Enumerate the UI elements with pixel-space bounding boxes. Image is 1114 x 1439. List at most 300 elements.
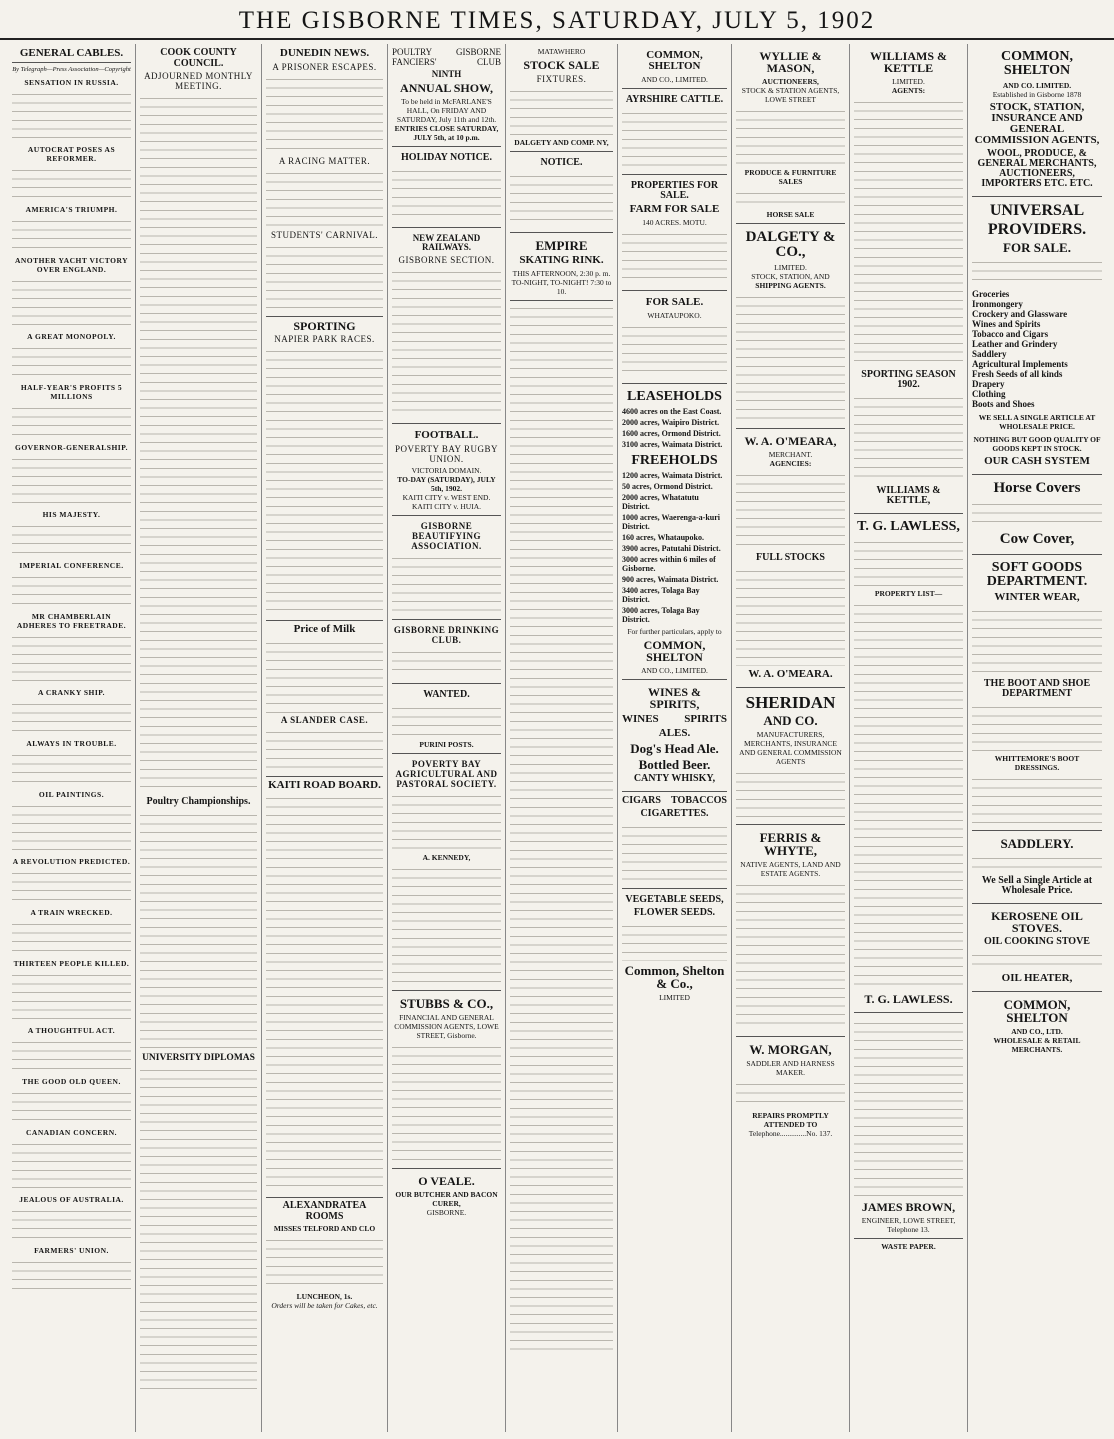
cable-headline: ANOTHER YACHT VICTORY OVER ENGLAND. <box>14 255 129 274</box>
freehold-item: 3900 acres, Patutahi District. <box>622 544 721 553</box>
spirits-word: SPIRITS <box>684 713 727 725</box>
notice-text <box>736 106 845 166</box>
morgan-telephone: Telephone..............No. 137. <box>748 1129 833 1138</box>
stubbs-head: STUBBS & CO., <box>399 996 494 1011</box>
cable-text <box>12 750 131 786</box>
ales-word: ALES. <box>658 727 691 739</box>
matawhero: MATAWHERO <box>537 47 586 56</box>
for-sale-head: FOR SALE. <box>645 296 704 308</box>
timetable <box>392 267 501 417</box>
property-list: PROPERTY LIST— <box>874 589 943 598</box>
freehold-item: 1000 acres, Waerenga-a-kuri District. <box>622 513 720 531</box>
stock-sale-ad <box>510 44 613 152</box>
poultry-word: POULTRY <box>392 47 433 57</box>
wines-ad <box>622 680 727 792</box>
luncheon-price: LUNCHEON, 1s. <box>296 1292 353 1302</box>
article-text <box>140 810 257 1050</box>
freehold-item: 160 acres, Whataupoko. <box>622 533 704 542</box>
sporting-sub: NAPIER PARK RACES. <box>274 334 375 345</box>
football-date: TO-DAY (SATURDAY), JULY 5th, 1902. <box>397 475 496 493</box>
cable-text <box>12 1206 131 1242</box>
holiday-head: HOLIDAY NOTICE. <box>401 152 492 163</box>
dalgety-ad <box>736 224 845 429</box>
cable-headline: A CRANKY SHIP. <box>37 687 106 697</box>
columns <box>8 44 1106 1432</box>
cable-headline: THIRTEEN PEOPLE KILLED. <box>13 958 130 968</box>
skating-rink: SKATING RINK. <box>519 254 604 266</box>
article-text <box>140 1065 257 1395</box>
sheridan-ad <box>736 688 845 825</box>
cable-headline: A GREAT MONOPOLY. <box>27 331 116 341</box>
morgan-head: W. MORGAN, <box>749 1042 832 1057</box>
poultry-championships-head: Poultry Championships. <box>146 796 251 807</box>
leasehold-item: 2000 acres, Waipiro District. <box>622 418 720 427</box>
cable-headline: HALF-YEAR'S PROFITS 5 MILLIONS <box>20 382 123 401</box>
common-shelton-foot: COMMON, SHELTON <box>1003 997 1071 1025</box>
notice-text <box>736 470 845 550</box>
general-cables-title: GENERAL CABLES. <box>12 48 131 63</box>
notice-text <box>972 257 1102 287</box>
notice-text <box>622 822 727 882</box>
article-text <box>266 74 383 154</box>
purini-posts: PURINI POSTS. <box>419 740 474 749</box>
dunedin-head-2: A RACING MATTER. <box>278 155 371 166</box>
waste-paper: WASTE PAPER. <box>881 1242 936 1251</box>
cable-headline: CANADIAN CONCERN. <box>26 1127 117 1137</box>
goods-item: Clothing <box>972 389 1006 399</box>
cable-headline: A THOUGHTFUL ACT. <box>27 1025 116 1035</box>
dalgety-limited: LIMITED. <box>774 263 807 272</box>
goods-list <box>972 289 1102 409</box>
brown-sub: ENGINEER, LOWE STREET, Telephone 13. <box>861 1216 956 1234</box>
holiday-notice <box>392 147 501 228</box>
saddlery: SADDLERY. <box>1000 836 1074 851</box>
cable-headline: A TRAIN WRECKED. <box>30 907 113 917</box>
leaseholds-head: LEASEHOLDS <box>627 389 722 404</box>
goods-item: Tobacco and Cigars <box>972 329 1049 339</box>
football-sub: POVERTY BAY RUGBY UNION. <box>395 444 498 464</box>
notice-text <box>972 702 1102 752</box>
wanted-notice <box>392 684 501 754</box>
railways-head: NEW ZEALAND RAILWAYS. <box>412 233 481 252</box>
goods-item: Saddlery <box>972 349 1007 359</box>
omeara-head: W. A. O'MEARA, <box>744 434 837 448</box>
cable-headline: GOVERNOR-GENERALSHIP. <box>15 442 128 452</box>
goods-item: Wines and Spirits <box>972 319 1041 329</box>
properties-head: PROPERTIES FOR SALE. <box>630 180 719 201</box>
ferris-sub: NATIVE AGENTS, LAND AND ESTATE AGENTS. <box>740 860 841 878</box>
tobaccos-word: TOBACCOS <box>671 795 727 806</box>
soft-goods-ad <box>972 555 1102 831</box>
cigars-ad <box>622 792 727 889</box>
goods-item: Groceries <box>972 289 1010 299</box>
freehold-item: 3000 acres within 6 miles of Gisborne. <box>622 555 716 573</box>
cigars-word: CIGARS <box>622 795 661 806</box>
notice-text <box>736 292 845 422</box>
lawless-head: T. G. LAWLESS, <box>857 519 960 534</box>
show-ninth: NINTH <box>431 69 462 79</box>
tea-rooms-ad: MISSES TELFORD AND CLO <box>273 1224 376 1234</box>
sporting-season: SPORTING SEASON 1902. <box>861 369 956 390</box>
notice-text <box>972 950 1102 970</box>
column-stock-sales <box>506 44 618 1432</box>
agricultural-head: POVERTY BAY AGRICULTURAL AND PASTORAL SOCIETY. <box>395 759 498 789</box>
ayrshire-ad <box>622 89 727 175</box>
notice-text <box>736 768 845 818</box>
brown-head: JAMES BROWN, <box>861 1200 956 1214</box>
canty-whisky: CANTY WHISKY, <box>633 773 716 784</box>
lawless-ad <box>854 514 963 1013</box>
poultry-show-ad <box>392 44 501 147</box>
tea-rooms-head: ALEXANDRATEA ROOMS <box>266 1197 383 1222</box>
kennedy-name: A. KENNEDY, <box>422 853 471 862</box>
notice-text <box>622 229 727 284</box>
stock-insurance: STOCK, STATION, INSURANCE AND GENERAL COMMISSION AGENTS, <box>974 101 1100 146</box>
column-williams-kettle <box>850 44 968 1432</box>
article-text <box>266 638 383 713</box>
railways-notice <box>392 228 501 424</box>
cable-headline: HIS MAJESTY. <box>42 509 101 519</box>
common-shelton-ad <box>622 44 727 89</box>
freehold-item: 2000 acres, Whatatutu District. <box>622 493 699 511</box>
cable-headline: SENSATION IN RUSSIA. <box>24 77 119 87</box>
cook-county-sub: ADJOURNED MONTHLY MEETING. <box>144 71 253 91</box>
providers: PROVIDERS. <box>987 221 1087 238</box>
leasehold-item: 1600 acres, Ormond District. <box>622 429 721 438</box>
freehold-list <box>622 471 727 624</box>
notice-text <box>392 647 501 677</box>
common-shelton-main: COMMON, SHELTON <box>1001 49 1073 78</box>
cable-text <box>12 89 131 141</box>
vegetable-seeds: VEGETABLE SEEDS, <box>625 894 724 905</box>
notice-text <box>736 1079 845 1109</box>
column-dunedin <box>262 44 388 1432</box>
match-2: KAITI CITY v. HUIA. <box>411 502 481 511</box>
notice-text <box>622 322 727 377</box>
railways-sub: GISBORNE SECTION. <box>398 255 495 265</box>
cable-list <box>12 78 131 1293</box>
orders-note: Orders will be taken for Cakes, etc. <box>271 1301 378 1311</box>
omeara-agencies: AGENCIES: <box>769 459 812 468</box>
notice-text <box>392 791 501 851</box>
cow-cover: Cow Cover, <box>999 531 1075 547</box>
common-shelton: COMMON, SHELTON <box>646 49 703 72</box>
cook-county-title: COOK COUNTY COUNCIL. <box>160 47 237 69</box>
cable-headline: OIL PAINTINGS. <box>38 789 105 799</box>
article-text <box>266 346 383 616</box>
football-notice <box>392 424 501 516</box>
seeds-ad <box>622 889 727 1006</box>
notice-text <box>972 499 1102 529</box>
entries-close: ENTRIES CLOSE SATURDAY, JULY 5th, at 10 p.m. <box>394 124 499 142</box>
notice-text <box>622 921 727 961</box>
horse-covers-ad <box>972 475 1102 555</box>
masthead: THE GISBORNE TIMES, SATURDAY, JULY 5, 1902 <box>0 4 1114 40</box>
cable-text <box>12 919 131 955</box>
cable-headline: A REVOLUTION PREDICTED. <box>12 856 131 866</box>
classifieds <box>510 303 613 1353</box>
waste-paper-ad <box>854 1239 963 1255</box>
saddlery-ad <box>972 831 1102 904</box>
article-text <box>266 1235 383 1290</box>
article-text <box>266 168 383 228</box>
notice-text <box>972 774 1102 824</box>
goods-item: Boots and Shoes <box>972 399 1035 409</box>
boot-dressings: WHITTEMORE'S BOOT DRESSINGS. <box>994 754 1080 772</box>
fanciers-word: FANCIERS' <box>392 57 437 67</box>
universal: UNIVERSAL <box>989 202 1085 219</box>
this-afternoon: THIS AFTERNOON, 2:30 p. m. <box>512 269 611 278</box>
cable-text <box>12 572 131 608</box>
notice-head: NOTICE. <box>540 157 583 168</box>
beautifying-notice <box>392 516 501 620</box>
horse-sale: HORSE SALE <box>766 210 815 219</box>
goods-item: Drapery <box>972 379 1005 389</box>
notice-text <box>392 1042 501 1162</box>
for-sale-ad <box>622 291 727 384</box>
notice-text <box>392 553 501 613</box>
veale-town: GISBORNE. <box>426 1208 467 1217</box>
notice-text <box>510 171 613 226</box>
gisborne-word: GISBORNE <box>455 47 501 57</box>
football-venue: VICTORIA DOMAIN. <box>411 466 482 475</box>
cable-text <box>12 454 131 506</box>
sheridan-and-co: AND CO. <box>763 713 818 728</box>
article-text <box>266 727 383 772</box>
farm-acres: 140 ACRES. MOTU. <box>642 218 707 227</box>
brown-ad <box>854 1013 963 1239</box>
university-diplomas-head: UNIVERSITY DIPLOMAS <box>142 1052 255 1063</box>
properties-ad <box>622 175 727 291</box>
notice-text <box>854 97 963 367</box>
freehold-item: 50 acres, Ormond District. <box>622 482 713 491</box>
notice-text <box>854 537 963 587</box>
full-stocks: FULL STOCKS <box>755 552 825 563</box>
whataupoko: WHATAUPOKO. <box>647 311 702 320</box>
common-shelton-main-ad <box>972 44 1102 197</box>
veale-ad <box>392 1169 501 1221</box>
cable-text <box>12 868 131 904</box>
wool-merchants: WOOL, PRODUCE, & GENERAL MERCHANTS, AUCTIONEERS, IMPORTERS ETC. ETC. <box>977 148 1097 189</box>
column-cook-county <box>136 44 262 1432</box>
cable-text <box>12 801 131 853</box>
cable-headline: THE GOOD OLD QUEEN. <box>22 1076 121 1086</box>
limited-3: LIMITED <box>659 993 690 1002</box>
single-article: WE SELL A SINGLE ARTICLE AT WHOLESALE PRICE. <box>978 413 1096 431</box>
common-shelton-3: Common, Shelton & Co., <box>624 963 725 991</box>
boot-shoe: THE BOOT AND SHOE DEPARTMENT <box>983 678 1091 699</box>
cable-headline: ALWAYS IN TROUBLE. <box>26 738 117 748</box>
notice-text <box>854 600 963 990</box>
notice-text <box>972 853 1102 873</box>
dunedin-head-3: STUDENTS' CARNIVAL. <box>271 229 378 240</box>
freehold-item: 900 acres, Waimata District. <box>622 575 719 584</box>
cable-text <box>12 1088 131 1124</box>
repairs: REPAIRS PROMPTLY ATTENDED TO <box>752 1111 829 1129</box>
established: Established in Gisborne 1878 <box>992 90 1082 99</box>
notice-text <box>854 1018 963 1198</box>
article-text <box>266 793 383 1193</box>
leasehold-item: 4600 acres on the East Coast. <box>622 407 722 416</box>
omeara-sign: W. A. O'MEARA. <box>748 668 833 680</box>
wanted-head: WANTED. <box>423 689 470 700</box>
williams-ad <box>854 44 963 514</box>
wholesale-retail: WHOLESALE & RETAIL MERCHANTS. <box>993 1036 1081 1054</box>
drinking-notice <box>392 620 501 684</box>
common-shelton-main-sub: AND CO. LIMITED. <box>1002 81 1072 90</box>
williams-kettle: WILLIAMS & KETTLE <box>869 49 947 75</box>
horse-covers: Horse Covers <box>993 480 1081 496</box>
common-shelton-2-sub: AND CO., LIMITED. <box>641 666 708 675</box>
ayrshire-head: AYRSHIRE CATTLE. <box>625 94 724 105</box>
drinking-head: GISBORNE DRINKING CLUB. <box>393 625 500 645</box>
goods-item: Leather and Grindery <box>972 339 1058 349</box>
goods-item: Ironmongery <box>972 299 1023 309</box>
dunedin-title: DUNEDIN NEWS. <box>279 47 370 59</box>
agricultural-notice <box>392 754 501 991</box>
show-detail: To be held in McFARLANE'S HALL, On FRIDAY AND SATURDAY, July 11th and 12th. <box>396 97 497 124</box>
morgan-sub: SADDLER AND HARNESS MAKER. <box>746 1059 835 1077</box>
sheridan-sub: MANUFACTURERS, MERCHANTS, INSURANCE AND GENERAL COMMISSION AGENTS <box>739 730 842 766</box>
stubbs-ad <box>392 991 501 1169</box>
notice-text <box>736 880 845 1030</box>
leasehold-item: 3100 acres, Waimata District. <box>622 440 723 449</box>
cable-text <box>12 521 131 557</box>
nothing-but: NOTHING BUT GOOD QUALITY OF GOODS KEPT IN STOCK. <box>973 435 1101 453</box>
williams-agents: AGENTS: <box>891 86 926 95</box>
cable-text <box>12 632 131 684</box>
column-general-cables <box>8 44 136 1432</box>
single-article-2: We Sell a Single Article at Wholesale Price. <box>981 875 1093 896</box>
freehold-item: 1200 acres, Waimata District. <box>622 471 723 480</box>
notice-text <box>392 864 501 984</box>
freehold-item: 3000 acres, Tolaga Bay District. <box>622 606 700 624</box>
column-notices <box>388 44 506 1432</box>
winter-wear: WINTER WEAR, <box>994 591 1080 603</box>
bottled-beer: Bottled Beer. <box>638 757 711 772</box>
stubbs-sub: FINANCIAL AND GENERAL COMMISSION AGENTS, LOWE STREET, Gisborne. <box>394 1013 499 1040</box>
wines-spirits-head: WINES & SPIRITS, <box>647 685 701 711</box>
veale-sub: OUR BUTCHER AND BACON CURER, <box>395 1190 498 1208</box>
williams-kettle-2: WILLIAMS & KETTLE, <box>876 485 941 506</box>
goods-item: Fresh Seeds of all kinds <box>972 369 1063 379</box>
notice-text <box>736 188 845 208</box>
cable-text <box>12 276 131 328</box>
notice-text <box>972 606 1102 676</box>
oil-heater: OIL HEATER, <box>1001 972 1073 984</box>
goods-item: Crockery and Glassware <box>972 309 1068 319</box>
cigarettes-word: CIGARETTES. <box>640 808 709 819</box>
kerosene-ad <box>972 904 1102 992</box>
notice-text <box>392 703 501 738</box>
shipping-agents: SHIPPING AGENTS. <box>755 281 826 290</box>
cable-text <box>12 1037 131 1073</box>
cable-text <box>12 970 131 1022</box>
kerosene: KEROSENE OIL STOVES. <box>991 909 1083 935</box>
cable-text <box>12 216 131 252</box>
article-text <box>140 93 257 793</box>
notice-ad <box>510 152 613 233</box>
dogs-head-ale: Dog's Head Ale. <box>630 741 719 756</box>
flower-seeds: FLOWER SEEDS. <box>633 907 716 918</box>
cable-text <box>12 403 131 439</box>
freeholds-head: FREEHOLDS <box>631 453 718 468</box>
article-text <box>266 242 383 312</box>
skating-ad <box>510 233 613 301</box>
leasehold-list <box>622 407 727 449</box>
cable-headline: IMPERIAL CONFERENCE. <box>19 560 124 570</box>
kaiti-road-board-head: KAITI ROAD BOARD. <box>266 776 383 792</box>
common-shelton-sub: AND CO., LIMITED. <box>641 75 708 84</box>
williams-limited: LIMITED. <box>892 77 925 86</box>
common-shelton-foot-sub: AND CO., LTD. <box>1011 1027 1063 1036</box>
cable-headline: AMERICA'S TRIUMPH. <box>25 204 118 214</box>
cable-headline: JEALOUS OF AUSTRALIA. <box>19 1194 124 1204</box>
football-head: FOOTBALL. <box>414 429 479 441</box>
lawless-sign: T. G. LAWLESS. <box>864 992 953 1006</box>
universal-providers-ad <box>972 197 1102 475</box>
cable-headline: FARMERS' UNION. <box>34 1245 109 1255</box>
notice-text <box>510 86 613 136</box>
omeara-merchant: MERCHANT. <box>768 450 813 459</box>
notice-text <box>736 566 845 666</box>
wyllie-ad <box>736 44 845 224</box>
dalgety-head: DALGETY & CO., <box>745 229 836 260</box>
cable-text <box>12 165 131 201</box>
cable-text <box>12 699 131 735</box>
beautifying-head: GISBORNE BEAUTIFYING ASSOCIATION. <box>411 521 482 551</box>
wyllie-mason: WYLLIE & MASON, <box>759 49 822 75</box>
common-shelton-2: COMMON, SHELTON <box>643 638 706 664</box>
telegraph-credit: By Telegraph—Press Association—Copyright <box>12 65 131 73</box>
soft-goods: SOFT GOODS DEPARTMENT. <box>986 560 1088 589</box>
omeara-ad <box>736 429 845 688</box>
oil-cooking: OIL COOKING STOVE <box>984 936 1090 947</box>
column-providers <box>968 44 1106 1432</box>
column-auctioneers <box>732 44 850 1432</box>
notice-text <box>622 108 727 168</box>
ferris-ad <box>736 825 845 1037</box>
for-sale-9: FOR SALE. <box>1003 240 1071 255</box>
slander-head: A SLANDER CASE. <box>280 714 369 725</box>
leaseholds-ad <box>622 384 727 680</box>
freehold-item: 3400 acres, Tolaga Bay District. <box>622 586 700 604</box>
cable-text <box>12 1139 131 1191</box>
cash-system: OUR CASH SYSTEM <box>984 455 1090 467</box>
notice-text <box>854 393 963 483</box>
common-shelton-foot-ad <box>972 992 1102 1058</box>
sporting-head: SPORTING <box>266 316 383 333</box>
stock-agents: STOCK & STATION AGENTS, LOWE STREET <box>741 86 840 104</box>
goods-item: Agricultural Implements <box>972 359 1068 369</box>
produce-sales: PRODUCE & FURNITURE SALES <box>744 168 837 186</box>
veale-head: O VEALE. <box>418 1174 475 1188</box>
match-1: KAITI CITY v. WEST END. <box>402 493 491 502</box>
farm-head: FARM FOR SALE <box>629 203 720 215</box>
price-of-milk-head: Price of Milk <box>266 620 383 636</box>
tonight: TO-NIGHT, TO-NIGHT! 7:30 to 10. <box>511 278 612 296</box>
cable-headline: MR CHAMBERLAIN ADHERES TO FREETRADE. <box>16 611 127 630</box>
annual-show: ANNUAL SHOW, <box>400 81 493 95</box>
auctioneers: AUCTIONEERS, <box>762 77 819 86</box>
cable-headline: AUTOCRAT POSES AS REFORMER. <box>27 144 116 163</box>
club-word: CLUB <box>476 57 501 67</box>
cable-text <box>12 343 131 379</box>
notice-text <box>392 166 501 221</box>
empire: EMPIRE <box>535 238 588 253</box>
cable-text <box>12 1257 131 1293</box>
morgan-ad <box>736 1037 845 1142</box>
